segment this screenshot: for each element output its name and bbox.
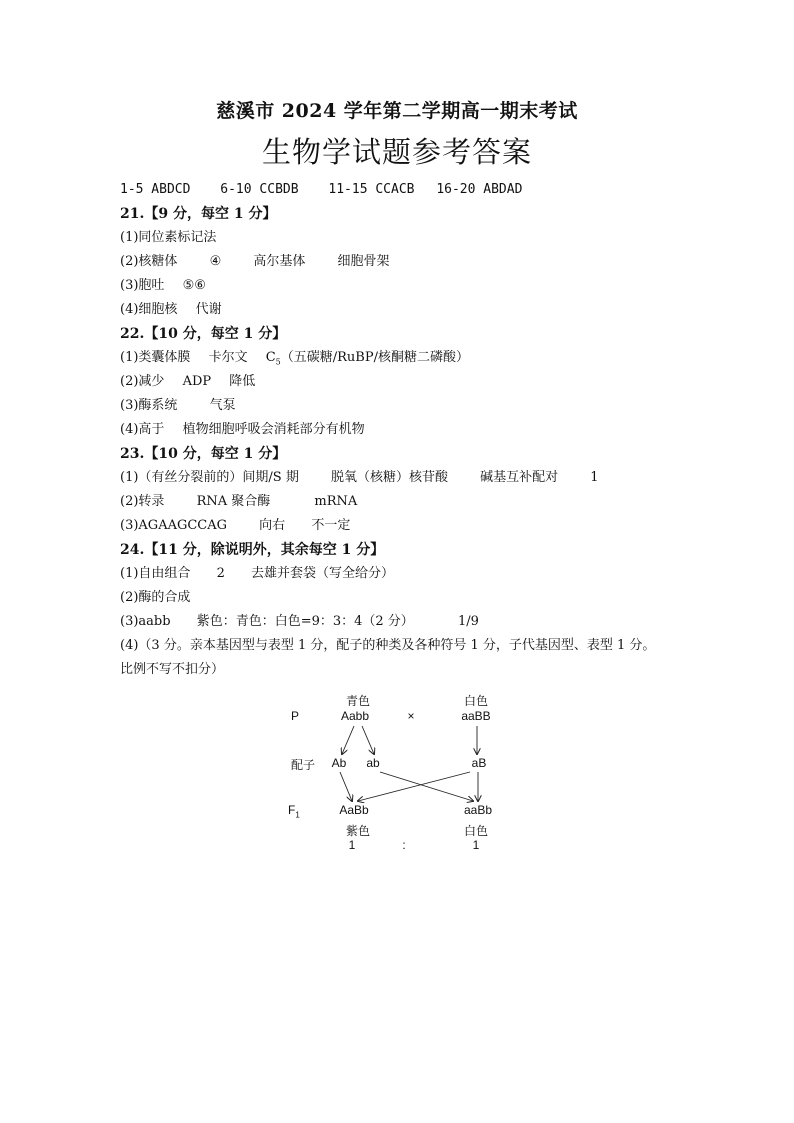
q23-heading: 23.【10 分，每空 1 分】 — [120, 446, 287, 462]
parent2-genotype: aaBB — [461, 709, 491, 723]
q24-a3-part3: 1/9 — [457, 614, 479, 629]
q23-answer-3 — [120, 514, 720, 538]
q22-a2-part2: ADP — [182, 374, 212, 389]
q24-answer-1 — [120, 562, 720, 586]
q23-answer-1 — [120, 466, 720, 490]
q21-answer-1: (1)同位素标记法 — [120, 230, 217, 245]
q21-heading: 21.【9 分，每空 1 分】 — [120, 206, 277, 222]
page-title: 慈溪市 2024 学年第二学期高一期末考试 — [216, 100, 578, 122]
q24-a1-part1: (1)自由组合 — [120, 566, 191, 581]
arrow-Ab-to-AaBb — [340, 772, 352, 801]
q22-a3-part1: (3)酶系统 — [120, 398, 178, 413]
q22-a1-part2: 卡尔文 — [208, 350, 248, 365]
q22-a1-part4: （五碳糖/RuBP/核酮糖二磷酸） — [280, 350, 469, 365]
q22-heading: 22.【10 分，每空 1 分】 — [120, 326, 287, 342]
q22-a1-subscript: 5 — [275, 357, 281, 367]
q22-a4-part2: 植物细胞呼吸会消耗部分有机物 — [182, 422, 365, 437]
q22-answer-4 — [120, 418, 720, 442]
q21-a3-part1: (3)胞吐 — [120, 278, 165, 293]
mcq-answers — [120, 178, 720, 202]
q23-a2-part2: RNA 聚合酶 — [196, 494, 271, 509]
q22-answer-2 — [120, 370, 720, 394]
q23-a3-part3: 不一定 — [311, 518, 351, 533]
f1-label-letter: F — [288, 803, 296, 817]
q23-a3-part1: (3)AGAAGCCAG — [120, 518, 228, 533]
q24-answer-2: (2)酶的合成 — [120, 590, 191, 605]
q22-a2-part3: 降低 — [229, 374, 256, 389]
q24-a3-part1: (3)aabb — [120, 614, 171, 629]
q23-a1-part3: 碱基互补配对 — [480, 470, 559, 485]
gamete-aB: aB — [471, 756, 487, 770]
parent1-genotype: Aabb — [340, 709, 370, 723]
parent2-phenotype: 白色 — [463, 694, 489, 708]
genetic-cross-diagram — [280, 686, 520, 856]
q23-a3-part2: 向右 — [259, 518, 286, 533]
q24-a1-part2: 2 — [216, 566, 225, 581]
gamete-label: 配子 — [291, 758, 316, 772]
q23-a2-part1: (2)转录 — [120, 494, 165, 509]
q21-a2-part4: 细胞骨架 — [337, 254, 390, 269]
q22-answer-1 — [120, 346, 720, 370]
q22-a4-part1: (4)高于 — [120, 422, 165, 437]
mcq-group-1: 1-5 ABDCD — [120, 182, 191, 197]
q21-a4-part2: 代谢 — [195, 302, 222, 317]
q23-a2-part3: mRNA — [314, 494, 358, 509]
offspring1-phenotype: 紫色 — [345, 824, 371, 838]
q22-answer-3 — [120, 394, 720, 418]
q23-answer-2 — [120, 490, 720, 514]
arrow-aB-to-AaBb — [358, 772, 470, 801]
q24-heading: 24.【11 分，除说明外，其余每空 1 分】 — [120, 542, 385, 558]
p-generation-label: P — [291, 709, 300, 723]
parent1-phenotype: 青色 — [345, 694, 371, 708]
q23-a1-part1: (1)（有丝分裂前的）间期/S 期 — [120, 470, 299, 485]
q22-a1-part1: (1)类囊体膜 — [120, 350, 191, 365]
ratio-colon: : — [402, 838, 406, 852]
q24-answer-4-line1: (4)（3 分。亲本基因型与表型 1 分，配子的种类及各种符号 1 分，子代基因型、表型 1 分。 — [120, 638, 656, 653]
q24-a1-part3: 去雄并套袋（写全给分） — [250, 566, 394, 581]
q23-a1-part2: 脱氧（核糖）核苷酸 — [330, 470, 448, 485]
mcq-group-4: 16-20 ABDAD — [436, 182, 523, 197]
q21-answer-4 — [120, 298, 720, 322]
ratio-value-1: 1 — [348, 838, 356, 852]
f1-generation-label — [288, 803, 300, 819]
q21-a4-part1: (4)细胞核 — [120, 302, 178, 317]
page-subtitle: 生物学试题参考答案 — [261, 135, 532, 169]
q23-a1-part4: 1 — [590, 470, 599, 485]
q21-answer-3 — [120, 274, 720, 298]
gamete-ab: ab — [366, 756, 380, 770]
q22-a2-part1: (2)减少 — [120, 374, 165, 389]
q22-a1-part3: C — [265, 350, 276, 365]
q22-a3-part2: 气泵 — [209, 398, 236, 413]
offspring1-genotype: AaBb — [339, 803, 369, 817]
ratio-value-2: 1 — [472, 838, 480, 852]
arrow-ab-to-aaBb — [380, 772, 473, 801]
q21-a2-part1: (2)核糖体 — [120, 254, 178, 269]
cross-symbol: × — [407, 709, 415, 723]
mcq-group-2: 6-10 CCBDB — [220, 182, 299, 197]
q21-a2-part3: 高尔基体 — [253, 254, 306, 269]
q24-a3-part2: 紫色：青色：白色=9：3：4（2 分） — [196, 614, 414, 629]
answer-content — [120, 178, 720, 682]
arrow-parent1-to-Ab — [342, 726, 354, 754]
q24-answer-3 — [120, 610, 720, 634]
offspring2-phenotype: 白色 — [463, 824, 489, 838]
arrow-parent1-to-ab — [362, 726, 374, 754]
q24-answer-4-line2: 比例不写不扣分） — [120, 662, 225, 677]
offspring2-genotype: aaBb — [463, 803, 493, 817]
q21-a3-part2: ⑤⑥ — [182, 278, 206, 293]
q21-a2-part2: ④ — [209, 254, 222, 269]
gamete-Ab: Ab — [331, 756, 347, 770]
q21-answer-2 — [120, 250, 720, 274]
mcq-group-3: 11-15 CCACB — [328, 182, 415, 197]
f1-label-subscript: 1 — [295, 810, 300, 820]
